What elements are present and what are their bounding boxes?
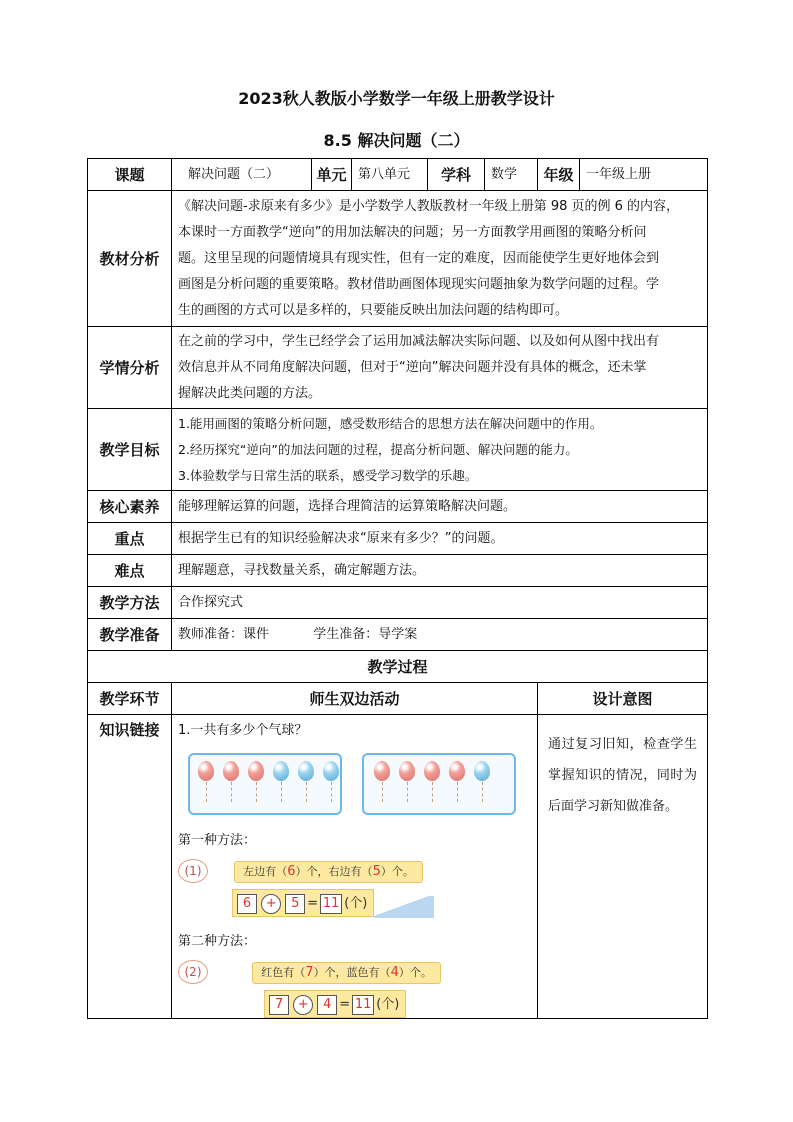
process-title-row xyxy=(88,651,708,683)
goal-item: 1.能用画图的策略分析问题，感受数形结合的思想方法在解决问题中的作用。 xyxy=(178,415,603,431)
decor-wave xyxy=(374,896,434,918)
grade-value: 一年级上册 xyxy=(580,159,708,191)
balloon-string xyxy=(407,782,409,802)
core-row xyxy=(88,491,708,523)
prep-text xyxy=(172,619,708,651)
col-activity-header: 师生双边活动 xyxy=(172,683,538,715)
red-balloon-icon xyxy=(248,761,264,781)
students-text xyxy=(172,327,708,409)
method2-illustration xyxy=(178,960,531,986)
goals-label: 教学目标 xyxy=(88,409,172,491)
material-row xyxy=(88,191,708,327)
balloon-string xyxy=(482,782,484,802)
material-label: 教材分析 xyxy=(88,191,172,327)
stage-label: 知识链接 xyxy=(88,715,172,1019)
teacher-prep: 教师准备：课件 xyxy=(178,626,270,642)
subject-value: 数学 xyxy=(485,159,538,191)
core-label: 核心素养 xyxy=(88,491,172,523)
process-title: 教学过程 xyxy=(88,651,708,683)
design-intent-text: 通过复习旧知，检查学生掌握知识的情况，同时为后面学习新知做准备。 xyxy=(538,715,708,1019)
material-line: 画图是分析问题的重要策略。教材借助画图体现现实问题抽象为数学问题的过程。学 xyxy=(178,276,660,292)
process-header-row xyxy=(88,683,708,715)
prep-row xyxy=(88,619,708,651)
red-balloon-icon xyxy=(424,761,440,781)
stage-row xyxy=(88,715,708,1019)
topic-label: 课题 xyxy=(88,159,172,191)
key-text: 根据学生已有的知识经验解决求“原来有多少？”的问题。 xyxy=(172,523,708,555)
student-prep: 学生准备：导学案 xyxy=(313,626,418,642)
difficulty-row xyxy=(88,555,708,587)
balloon-string xyxy=(432,782,434,802)
method1-equation: 6 + 5 = 11 (个) xyxy=(232,889,374,917)
right-balloon-box xyxy=(362,753,516,815)
balloon-string xyxy=(231,782,233,802)
balloon-string xyxy=(206,782,208,802)
method1-label: 第一种方法： xyxy=(178,833,257,848)
red-balloon-icon xyxy=(223,761,239,781)
grade-label: 年级 xyxy=(538,159,580,191)
goal-item: 3.体验数学与日常生活的联系，感受学习数学的乐趣。 xyxy=(178,467,478,483)
blue-balloon-icon xyxy=(323,761,339,781)
method-label: 教学方法 xyxy=(88,587,172,619)
lesson-plan-table xyxy=(87,158,708,1019)
core-text: 能够理解运算的问题，选择合理简洁的运算策略解决问题。 xyxy=(172,491,708,523)
document-title: 2023秋人教版小学数学一年级上册教学设计 xyxy=(238,89,555,108)
col-design-header: 设计意图 xyxy=(538,683,708,715)
students-row xyxy=(88,327,708,409)
red-balloon-icon xyxy=(198,761,214,781)
material-text xyxy=(172,191,708,327)
students-label: 学情分析 xyxy=(88,327,172,409)
balloon-string xyxy=(382,782,384,802)
blue-balloon-icon xyxy=(298,761,314,781)
prep-label: 教学准备 xyxy=(88,619,172,651)
method1-illustration xyxy=(178,859,531,885)
key-label: 重点 xyxy=(88,523,172,555)
subject-label: 学科 xyxy=(428,159,485,191)
method2-speech-bubble: 红色有（7）个，蓝色有（4）个。 xyxy=(252,962,441,984)
red-balloon-icon xyxy=(399,761,415,781)
blue-balloon-icon xyxy=(474,761,490,781)
left-balloon-box xyxy=(188,753,342,815)
blue-balloon-icon xyxy=(273,761,289,781)
method2-equation: 7 + 4 = 11 (个) xyxy=(264,990,406,1018)
balloon-string xyxy=(281,782,283,802)
goals-text xyxy=(172,409,708,491)
col-stage-header: 教学环节 xyxy=(88,683,172,715)
material-line: 生的画图的方式可以是多样的，只要能反映出加法问题的结构即可。 xyxy=(178,302,569,318)
balloon-string xyxy=(331,782,333,802)
method2-equation-row xyxy=(264,990,531,1019)
red-balloon-icon xyxy=(449,761,465,781)
difficulty-text: 理解题意，寻找数量关系，确定解题方法。 xyxy=(172,555,708,587)
goals-row xyxy=(88,409,708,491)
material-line: 本课时一方面教学“逆向”的用加法解决的问题；另一方面教学用画图的策略分析问 xyxy=(178,224,647,240)
students-line: 握解决此类问题的方法。 xyxy=(178,385,322,401)
balloon-string xyxy=(306,782,308,802)
method-text: 合作探究式 xyxy=(172,587,708,619)
balloon-illustration xyxy=(178,741,531,815)
method2-label: 第二种方法： xyxy=(178,933,257,949)
topic-value: 解决问题（二） xyxy=(172,159,312,191)
question-text: 1.一共有多少个气球？ xyxy=(178,723,308,738)
lesson-subtitle: 8.5 解决问题（二） xyxy=(323,131,470,150)
step1-badge: (1) xyxy=(178,859,208,883)
students-line: 效信息并从不同角度解决问题，但对于“逆向”解决问题并没有具体的概念，还未掌 xyxy=(178,359,647,375)
red-balloon-icon xyxy=(374,761,390,781)
activity-cell xyxy=(172,715,538,1019)
header-row xyxy=(88,159,708,191)
balloon-string xyxy=(256,782,258,802)
unit-value: 第八单元 xyxy=(352,159,428,191)
material-line: 《解决问题-求原来有多少》是小学数学人教版教材一年级上册第 98 页的例 6 的内容， xyxy=(178,198,680,214)
unit-label: 单元 xyxy=(312,159,352,191)
balloon-string xyxy=(457,782,459,802)
step2-badge: (2) xyxy=(178,960,208,984)
method1-equation-row xyxy=(232,889,531,918)
goal-item: 2.经历探究“逆向”的加法问题的过程，提高分析问题、解决问题的能力。 xyxy=(178,441,578,457)
students-line: 在之前的学习中，学生已经学会了运用加减法解决实际问题、以及如何从图中找出有 xyxy=(178,333,660,349)
method-row xyxy=(88,587,708,619)
method1-speech-bubble: 左边有（6）个，右边有（5）个。 xyxy=(234,861,423,883)
key-row xyxy=(88,523,708,555)
difficulty-label: 难点 xyxy=(88,555,172,587)
material-line: 题。这里呈现的问题情境具有现实性，但有一定的难度，因而能使学生更好地体会到 xyxy=(178,250,660,266)
